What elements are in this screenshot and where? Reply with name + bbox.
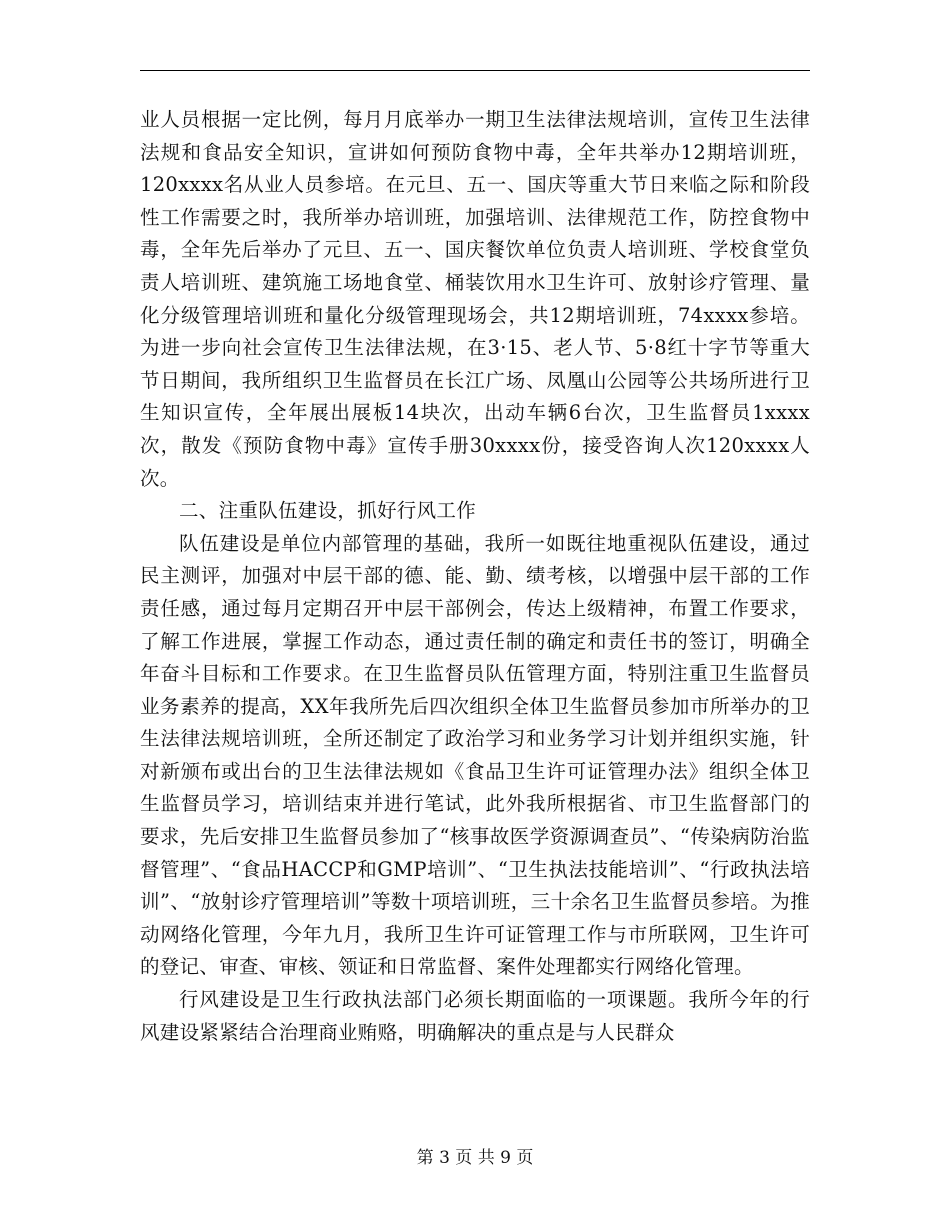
paragraph-team-building: 队伍建设是单位内部管理的基础，我所一如既往地重视队伍建设，通过民主测评，加强对中层干部的德、能、勤、绩考核，以增强中层干部的工作责任感，通过每月定期召开中层干部例会，传达上级精神，布置工作要求，了解工作进展，掌握工作动态，通过责任制的确定和责任书的签订，明确全年奋斗目标和工作要求。在卫生监督员队伍管理方面，特别注重卫生监督员业务素养的提高，XX年我所先后四次组织全体卫生监督员参加市所举办的卫生法律法规培训班，全所还制定了政治学习和业务学习计划并组织实施，针对新颁布或出台的卫生法律法规如《食品卫生许可证管理办法》组织全体卫生监督员学习，培训结束并进行笔试，此外我所根据省、市卫生监督部门的要求，先后安排卫生监督员参加了“核事故医学资源调查员”、“传染病防治监督管理”、“食品HACCP和GMP培训”、“卫生执法技能培训”、“行政执法培训”、“放射诊疗管理培训”等数十项培训班，三十余名卫生监督员参培。为推动网络化管理，今年九月，我所卫生许可证管理工作与市所联网，卫生许可的登记、审查、审核、领证和日常监督、案件处理都实行网络化管理。 bbox=[140, 531, 810, 979]
document-body bbox=[140, 104, 810, 1049]
page-number-footer: 第 3 页 共 9 页 bbox=[416, 1148, 534, 1168]
header-rule bbox=[140, 70, 810, 71]
section-heading: 二、注重队伍建设，抓好行风工作 bbox=[179, 499, 477, 523]
paragraph-continuation: 业人员根据一定比例，每月月底举办一期卫生法律法规培训，宣传卫生法律法规和食品安全知识，宣讲如何预防食物中毒，全年共举办12期培训班，120xxxx名从业人员参培。在元旦、五一、国庆等重大节日来临之际和阶段性工作需要之时，我所举办培训班，加强培训、法律规范工作，防控食物中毒，全年先后举办了元旦、五一、国庆餐饮单位负责人培训班、学校食堂负责人培训班、建筑施工场地食堂、桶装饮用水卫生许可、放射诊疗管理、量化分级管理培训班和量化分级管理现场会，共12期培训班，74xxxx参培。为进一步向社会宣传卫生法律法规，在3·15、老人节、5·8红十字节等重大节日期间，我所组织卫生监督员在长江广场、凤凰山公园等公共场所进行卫生知识宣传，全年展出展板14块次，出动车辆6台次，卫生监督员1xxxx次，散发《预防食物中毒》宣传手册30xxxx份，接受咨询人次120xxxx人次。 bbox=[140, 108, 810, 490]
paragraph-conduct-building: 行风建设是卫生行政执法部门必须长期面临的一项课题。我所今年的行风建设紧紧结合治理商业贿赂，明确解决的重点是与人民群众 bbox=[140, 988, 810, 1044]
